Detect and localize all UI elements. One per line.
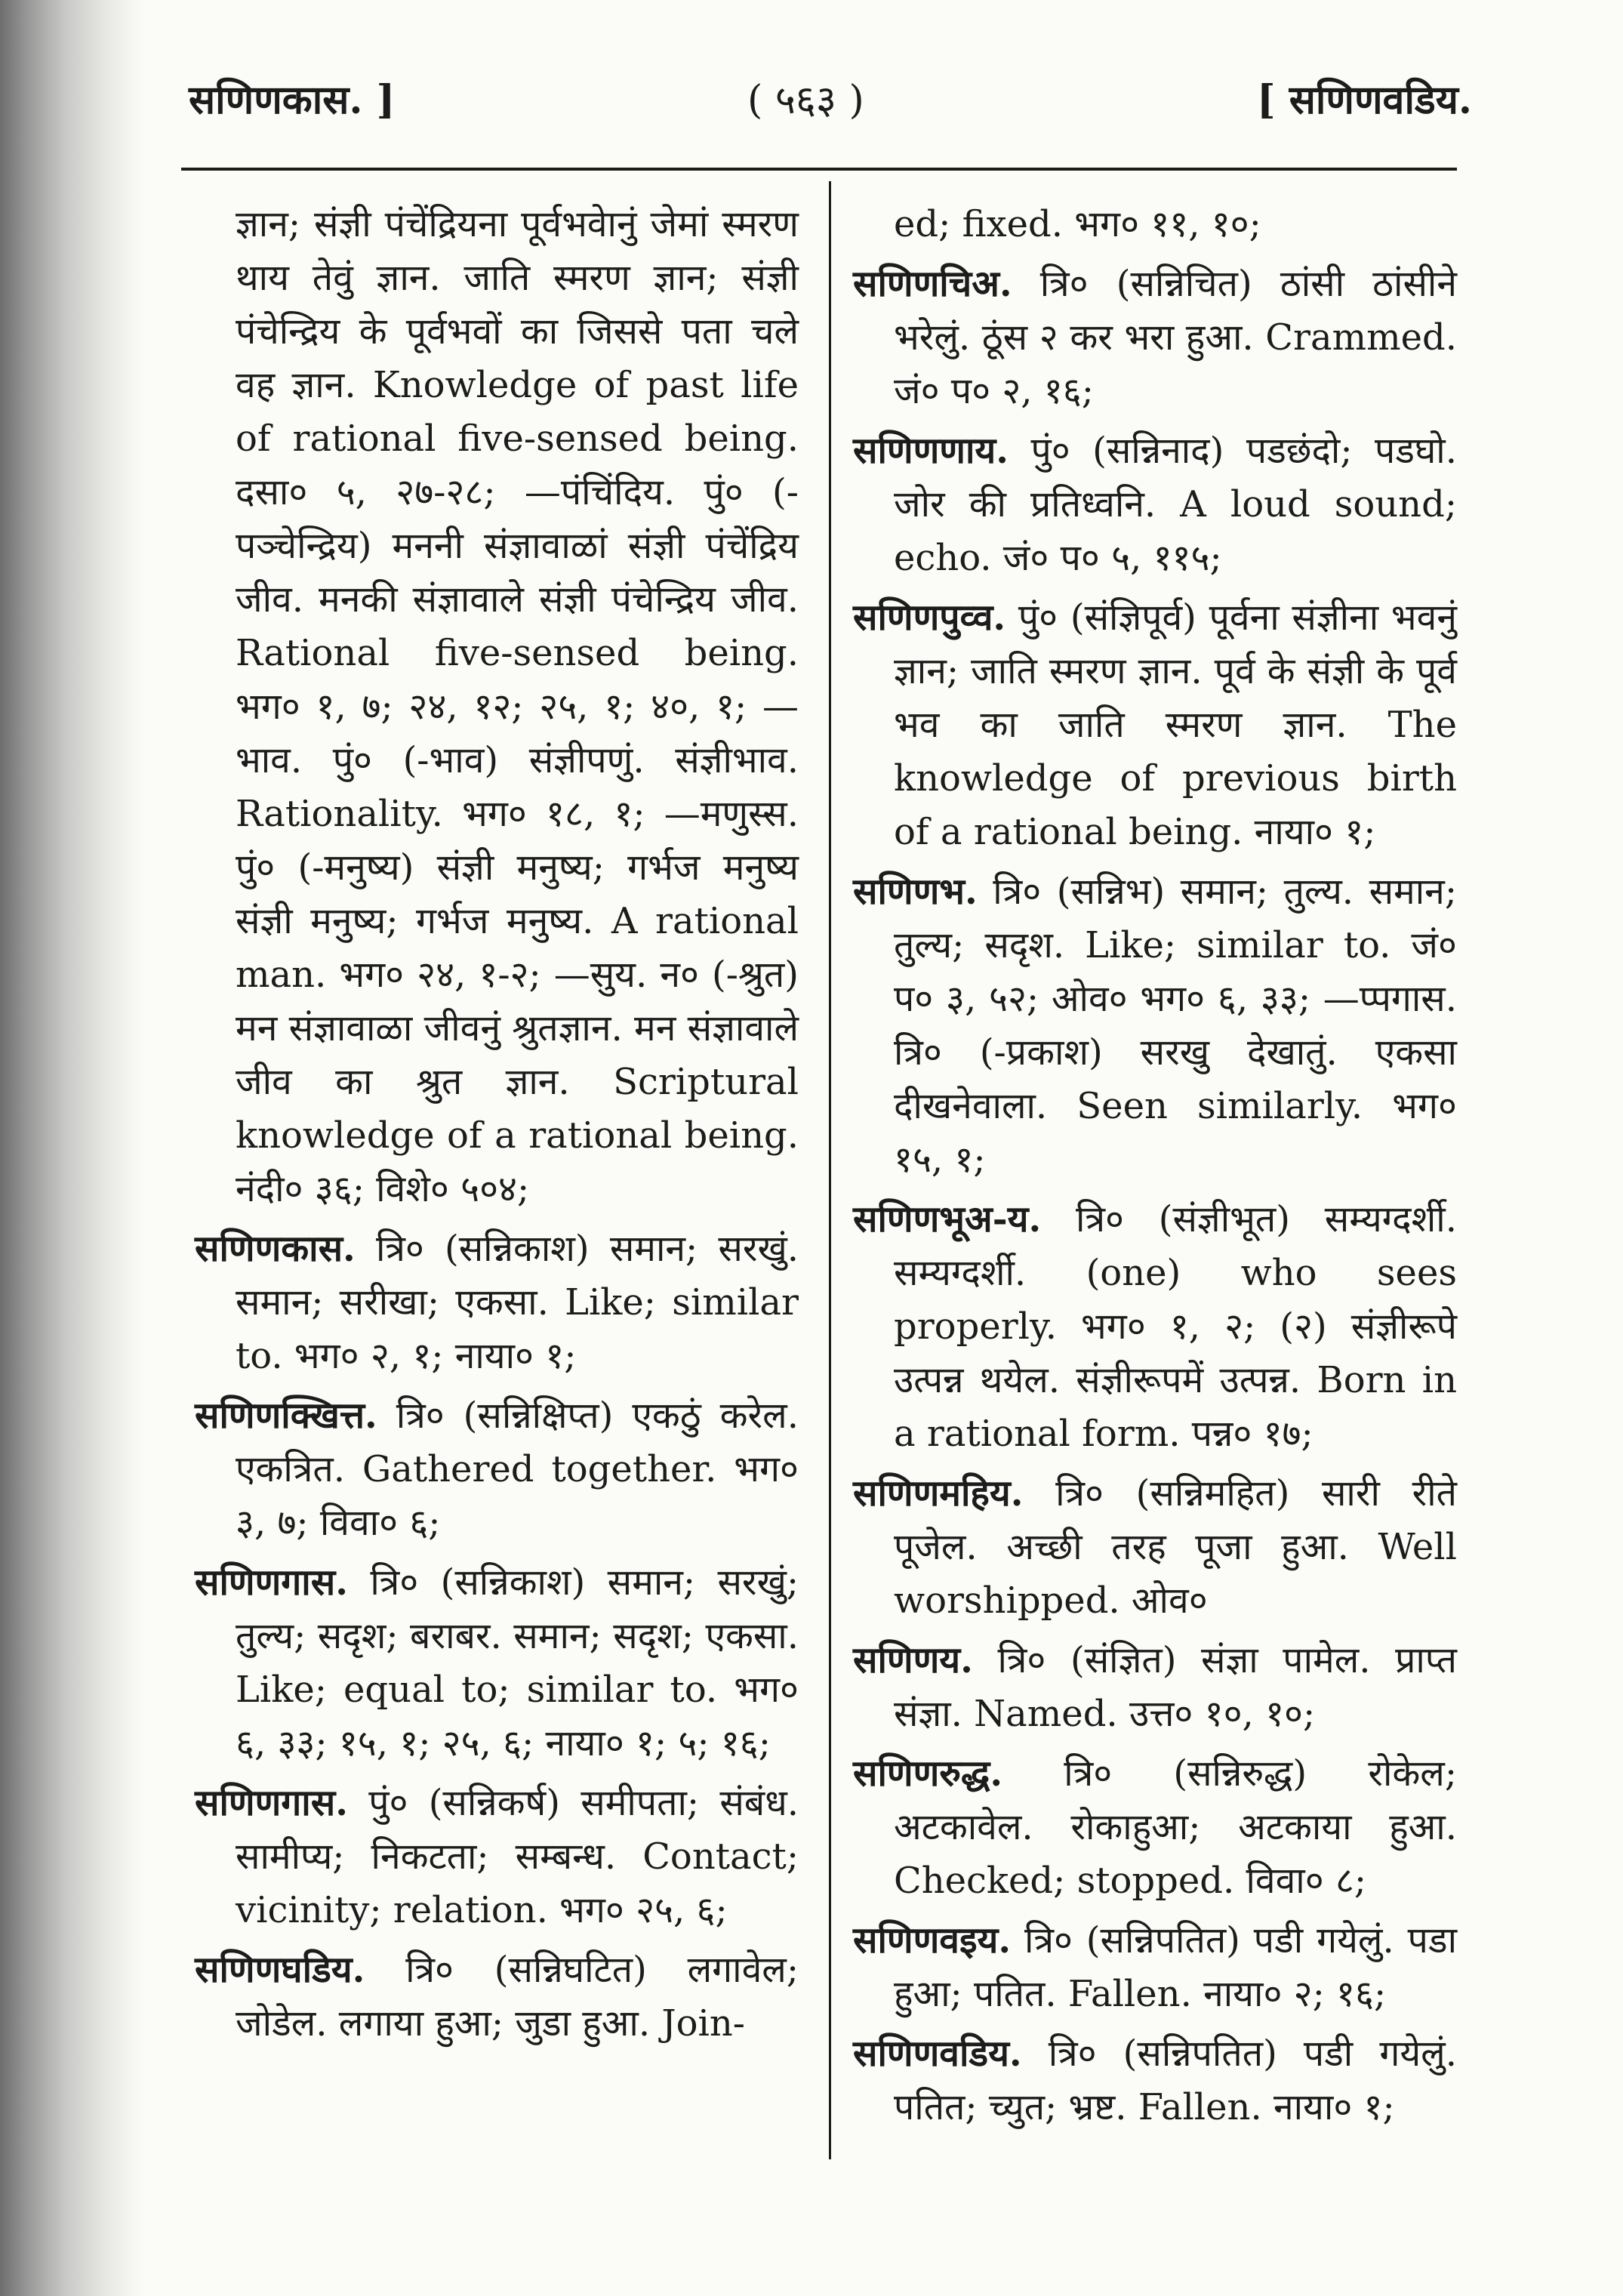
dictionary-entry xyxy=(195,1222,799,1383)
left-column xyxy=(195,198,799,2057)
dictionary-entry xyxy=(853,198,1457,251)
entry-text: त्रि० (संज्ञीभूत) सम्यग्दर्शी. सम्यग्दर्शी. (one) who sees properly. भग० १, २; (२) संज्ञीरूपे उत्पन्न थयेल. संज्ञीरूपमें उत्पन्न. Born in a rational form. पन्न० १७; xyxy=(894,1198,1457,1455)
entry-text: ed; fixed. भग० ११, १०; xyxy=(894,203,1261,245)
dictionary-entry xyxy=(853,2027,1457,2134)
entry-headword: सणिणभ. xyxy=(853,871,978,913)
entry-headword: सणिणपुव्व. xyxy=(853,596,1006,639)
dictionary-entry xyxy=(853,257,1457,418)
dictionary-entry xyxy=(195,1777,799,1937)
header-rule xyxy=(181,168,1457,171)
dictionary-entry xyxy=(853,1467,1457,1628)
dictionary-entry xyxy=(853,591,1457,859)
dictionary-entry xyxy=(195,1389,799,1550)
entry-headword: सणिणकास. xyxy=(195,1228,356,1270)
book-spine-shadow xyxy=(0,0,143,2296)
entry-text: त्रि० (सन्निघटित) लगावेल; जोडेल. लगाया हुआ; जुडा हुआ. Join- xyxy=(236,1949,799,2045)
entry-text: त्रि० (संज्ञित) संज्ञा पामेल. प्राप्त संज्ञा. Named. उत्त० १०, १०; xyxy=(894,1639,1458,1735)
dictionary-entry xyxy=(853,424,1457,585)
entry-headword: सणिणघडिय. xyxy=(195,1949,365,1991)
dictionary-entry xyxy=(853,1193,1457,1461)
entry-text: त्रि० (सन्निकाश) समान; सरखुं. समान; सरीखा; एकसा. Like; similar to. भग० २, १; नाया० १; xyxy=(236,1228,799,1377)
dictionary-entry xyxy=(853,1914,1457,2021)
entry-headword: सणिणचिअ. xyxy=(853,263,1012,305)
entry-text: पुं० (सन्निनाद) पडछंदो; पडघो. जोर की प्रतिध्वनि. A loud sound; echo. जं० प० ५, ११५; xyxy=(894,430,1457,579)
entry-text: पुं० (सन्निकर्ष) समीपता; संबंध. सामीप्य; निकटता; सम्बन्ध. Contact; vicinity; relation. भग० २५, ६; xyxy=(236,1782,799,1931)
dictionary-entry xyxy=(853,865,1457,1187)
entry-headword: सणिणय. xyxy=(853,1639,973,1681)
entry-text: त्रि० (सन्निपतित) पडी गयेलुं. पतित; च्युत; भ्रष्ट. Fallen. नाया० १; xyxy=(894,2032,1457,2128)
entry-text: त्रि० (सन्निपतित) पडी गयेलुं. पडा हुआ; पतित. Fallen. नाया० २; १६; xyxy=(894,1919,1458,2015)
entry-headword: सणिणभूअ-य. xyxy=(853,1198,1042,1240)
entry-headword: सणिणवइय. xyxy=(853,1919,1012,1962)
entry-text: त्रि० (सन्निमहित) सारी रीते पूजेल. अच्छी तरह पूजा हुआ. Well worshipped. ओव० xyxy=(894,1472,1457,1622)
entry-text: त्रि० (सन्निभ) समान; तुल्य. समान; तुल्य; सदृश. Like; similar to. जं० प० ३, ५२; ओव० भग० ६, ३३; —प्पगास. त्रि० (-प्रकाश) सरखु देखातुं. एकसा दीखनेवाला. Seen similarly. भग० १५, १; xyxy=(894,871,1457,1181)
page-number: ( ५६३ ) xyxy=(747,78,864,123)
entry-headword: सणिणमहिय. xyxy=(853,1472,1024,1515)
column-divider xyxy=(829,181,831,2159)
entry-text: पुं० (संज्ञिपूर्व) पूर्वना संज्ञीना भवनुं ज्ञान; जाति स्मरण ज्ञान. पूर्व के संज्ञी के पूर्व भव का जाति स्मरण ज्ञान. The knowledge of previous birth of a rational being. नाया० १; xyxy=(894,596,1457,853)
entry-headword: सणिणणाय. xyxy=(853,430,1009,472)
entry-text: त्रि० (सन्निकाश) समान; सरखुं; तुल्य; सदृश; बराबर. समान; सदृश; एकसा. Like; equal to; similar to. भग० ६, ३३; १५, १; २५, ६; नाया० १; ५; १६; xyxy=(236,1561,799,1764)
dictionary-entry xyxy=(853,1634,1457,1741)
dictionary-entry xyxy=(853,1747,1457,1908)
entry-headword: सणिणगास. xyxy=(195,1561,348,1604)
entry-headword: सणिणरुद्ध. xyxy=(853,1752,1003,1795)
dictionary-entry xyxy=(195,1943,799,2051)
header-last-word: [ सणिणवडिय. xyxy=(1257,77,1472,123)
page-header xyxy=(189,72,1472,140)
entry-headword: सणिणगास. xyxy=(195,1782,348,1824)
entry-headword: सणिणवडिय. xyxy=(853,2032,1022,2075)
right-column xyxy=(853,198,1457,2140)
entry-text: त्रि० (सन्निक्षिप्त) एकठुं करेल. एकत्रित. Gathered together. भग० ३, ७; विवा० ६; xyxy=(236,1395,799,1544)
entry-text: त्रि० (सन्निचित) ठांसी ठांसीने भरेलुं. ठूंस २ कर भरा हुआ. Crammed. जं० प० २, १६; xyxy=(894,263,1457,412)
entry-text: ज्ञान; संज्ञी पंचेंद्रियना पूर्वभवेानुं जेमां स्मरण थाय तेवुं ज्ञान. जाति स्मरण ज्ञान; संज्ञी पंचेन्द्रिय के पूर्वभवों का जिससे पता चले वह ज्ञान. Knowledge of past life of rational five-sensed being. दसा० ५, २७-२८; —पंचिंदिय. पुं० (-पञ्चेन्द्रिय) मननी संज्ञावाळां संज्ञी पंचेंद्रिय जीव. मनकी संज्ञावाले संज्ञी पंचेन्द्रिय जीव. Rational five-sensed being. भग० १, ७; २४, १२; २५, १; ४०, १; —भाव. पुं० (-भाव) संज्ञीपणुं. संज्ञीभाव. Rationality. भग० १८, १; —मणुस्स. पुं० (-मनुष्य) संज्ञी मनुष्य; गर्भज मनुष्य संज्ञी मनुष्य; गर्भज मनुष्य. A rational man. भग० २४, १-२; —सुय. न० (-श्रुत) मन संज्ञावाळा जीवनुं श्रुतज्ञान. मन संज्ञावाले जीव का श्रुत ज्ञान. Scriptural knowledge of a rational being. नंदी० ३६; विशे० ५०४; xyxy=(236,203,799,1210)
entry-headword: सणिणक्खित्त. xyxy=(195,1395,377,1437)
dictionary-entry xyxy=(195,198,799,1216)
header-first-word: सणिणकास. ] xyxy=(189,77,396,123)
entry-text: त्रि० (सन्निरुद्ध) रोकेल; अटकावेल. रोकाहुआ; अटकाया हुआ. Checked; stopped. विवा० ८; xyxy=(894,1752,1457,1902)
dictionary-entry xyxy=(195,1556,799,1771)
